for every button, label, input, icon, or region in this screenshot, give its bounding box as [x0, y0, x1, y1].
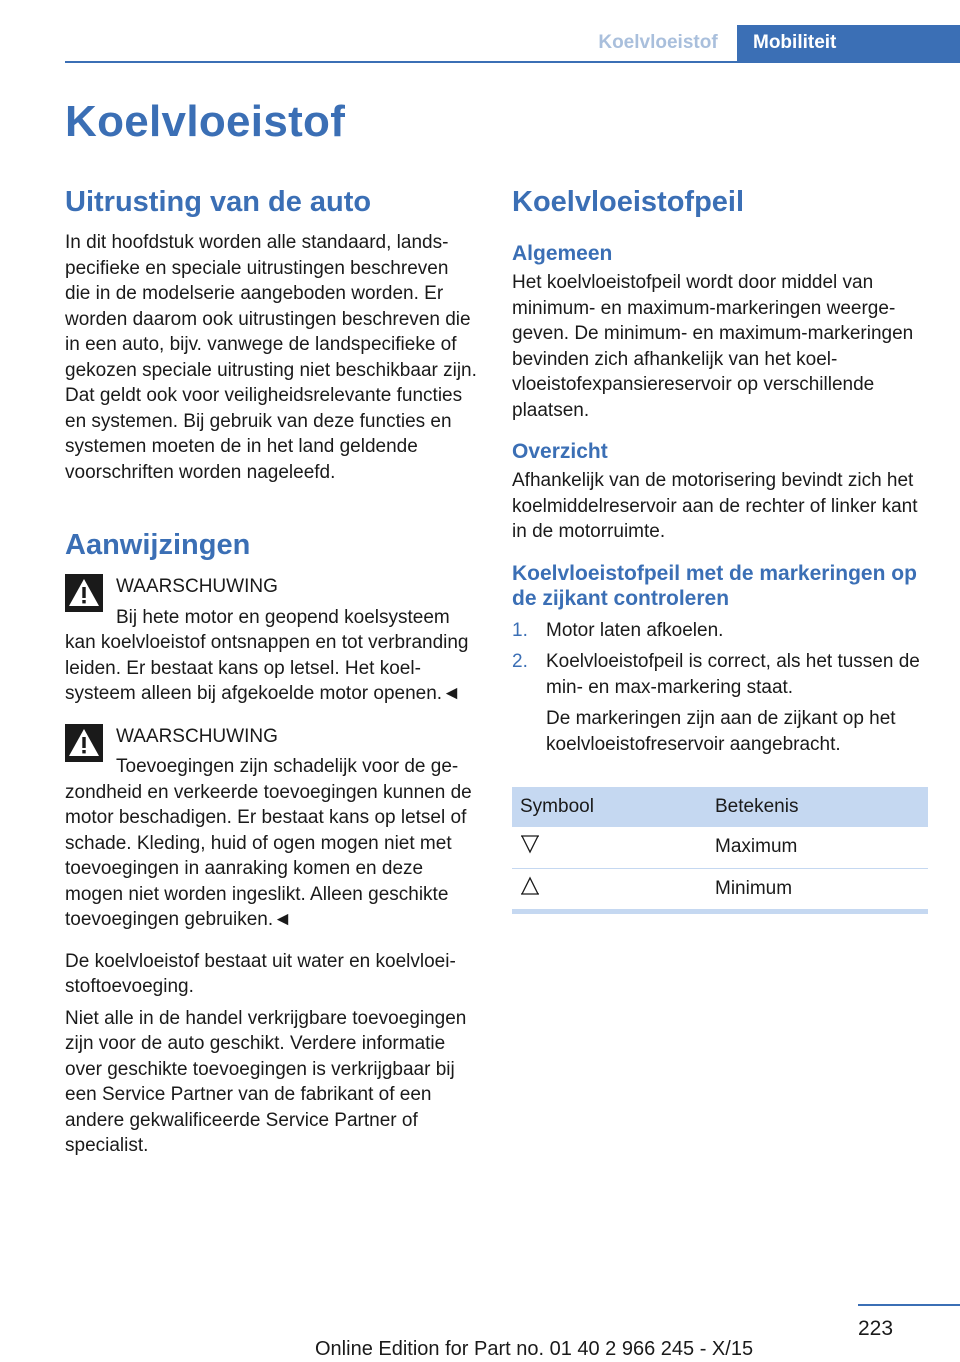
step-subtext: De markeringen zijn aan de zijkant op het koelvloeistofreservoir aangebracht. [546, 708, 896, 755]
footer-edition: Online Edition for Part no. 01 40 2 966 245 - X/15 [315, 1338, 754, 1360]
warning-title: WAARSCHUWING [116, 576, 278, 597]
table-row [512, 868, 928, 909]
warning-text: Bij hete motor en geopend koelsysteem kan koelvloeistof ontsnappen en tot verbranding leiden. Er bestaat kans op letsel. Het koelsysteem alleen bij afgekoelde motor openen.◄ [65, 606, 469, 704]
coolant-composition-text: De koelvloeistof bestaat uit water en koelvloeistoftoevoeging. [65, 950, 456, 997]
check-steps-list [512, 618, 928, 758]
table-row [512, 827, 928, 868]
notes-heading: Aanwijzingen [65, 529, 251, 561]
meaning-cell: Minimum [707, 868, 928, 909]
page-title: Koelvloeistof [65, 97, 346, 146]
general-heading: Algemeen [512, 242, 613, 265]
min-mark-icon [520, 876, 540, 896]
step-number: 1. [512, 619, 528, 641]
meaning-cell: Maximum [707, 827, 928, 868]
symbol-table [512, 787, 928, 910]
right-column [512, 183, 928, 914]
equipment-heading: Uitrusting van de auto [65, 186, 372, 218]
warning-triangle-icon [65, 574, 103, 612]
step-number: 2. [512, 651, 528, 672]
footer-rule [858, 1304, 960, 1306]
header-tab-chapter: Mobiliteit [737, 25, 960, 61]
column-header-symbol: Symbool [512, 787, 707, 827]
table-bottom-rule [512, 910, 928, 914]
header-tab-section: Koelvloeistof [598, 32, 718, 53]
overview-text: Afhankelijk van de motorisering bevindt zich het koelmiddelreservoir aan de rechter of linker kant in de motorruimte. [512, 470, 918, 542]
check-heading: Koelvloeistofpeil met de markeringen op de zijkant controleren [512, 561, 917, 610]
level-heading: Koelvloeistofpeil [512, 186, 745, 218]
warning-block-hot-engine [65, 574, 479, 707]
header-rule [65, 61, 960, 63]
overview-heading: Overzicht [512, 440, 608, 463]
warning-text: Toevoegingen zijn schadelijk voor de gezondheid en verkeerde toevoegingen kunnen de motor beschadigen. Er bestaat kans op letsel of schade. Kleding, huid of ogen mogen niet met toevoegingen in aanraking komen en deze mogen niet worden ingeslikt. Alleen geschikte toevoegingen gebruiken.◄ [65, 756, 472, 930]
left-column [65, 183, 479, 1159]
step-text: Koelvloeistofpeil is correct, als het tussen de min- en max-markering staat. [546, 651, 920, 698]
warning-triangle-icon [65, 724, 103, 762]
table-header-row [512, 787, 928, 827]
max-mark-icon [520, 834, 540, 854]
general-text: Het koelvloeistofpeil wordt door middel van minimum- en maximum-markeringen weergegeven. De minimum- en maximum-markeringen bevinden zich afhankelijk van het koelvloeistofexpansiereservoir op verschillende plaatsen. [512, 272, 914, 421]
list-item [512, 618, 928, 644]
list-item [512, 649, 928, 757]
step-text: Motor laten afkoelen. [546, 619, 724, 641]
column-header-meaning: Betekenis [707, 787, 928, 827]
warning-block-additives [65, 724, 479, 933]
equipment-text: In dit hoofdstuk worden alle standaard, landspecifieke en speciale uitrustingen beschreven die in de modelserie aangeboden worden. Er worden daarom ook uitrustingen beschreven die in een auto, bijv. vanwege de landspecifieke of gekozen speciale uitrusting niet beschikbaar zijn. Dat geldt ook voor veiligheidsrelevante functies en systemen. Bij gebruik van deze functies en systemen moeten de in het land geldende voorschriften worden nageleefd. [65, 232, 477, 483]
page-number: 223 [858, 1317, 894, 1340]
additives-info-text: Niet alle in de handel verkrijgbare toevoegingen zijn voor de auto geschikt. Verdere informatie over geschikte toevoegingen is verkrijgbaar bij een Service Partner van de fabrikant of een andere gekwalificeerde Service Partner of specialist. [65, 1007, 467, 1156]
warning-title: WAARSCHUWING [116, 725, 278, 747]
